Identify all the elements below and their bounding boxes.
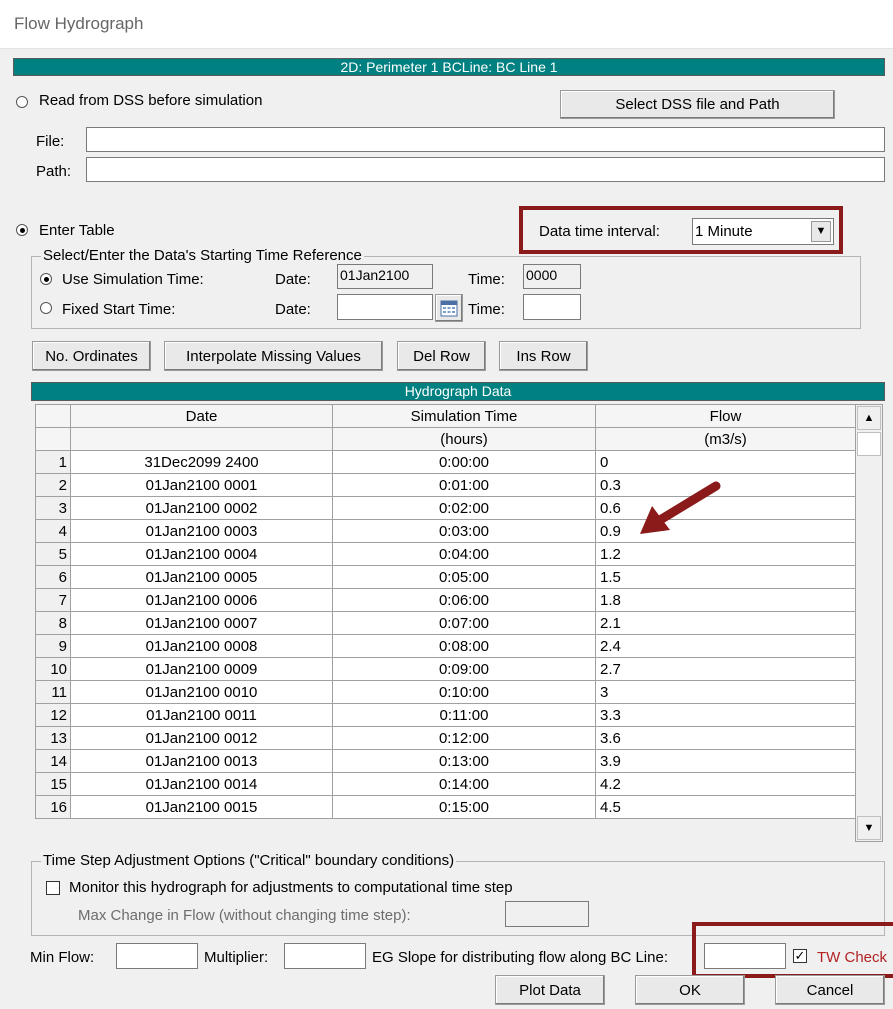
row-number-cell: 16 [36,796,71,819]
sim-date-input: 01Jan2100 [337,264,433,289]
table-row [36,451,856,474]
date-cell[interactable]: 01Jan2100 0005 [71,566,333,589]
del-row-button[interactable]: Del Row [397,341,486,371]
corner-cell [36,428,71,451]
start-ref-legend: Select/Enter the Data's Starting Time Reference [43,247,362,264]
date-column-header[interactable]: Date [71,405,333,428]
enter-table-label: Enter Table [39,222,115,239]
table-row [36,635,856,658]
sim-time-input: 0000 [523,264,581,289]
multiplier-input[interactable] [284,943,366,969]
table-row [36,727,856,750]
path-input[interactable] [86,157,885,182]
row-number-cell: 13 [36,727,71,750]
flow-cell[interactable]: 2.4 [596,635,856,658]
scroll-up-icon[interactable]: ▲ [857,406,881,430]
date-cell[interactable]: 01Jan2100 0004 [71,543,333,566]
flow-cell[interactable]: 3 [596,681,856,704]
use-sim-time-radio[interactable] [40,273,52,285]
table-row [36,796,856,819]
sim-time-cell: 0:13:00 [333,750,596,773]
flow-cell[interactable]: 3.9 [596,750,856,773]
row-number-cell: 8 [36,612,71,635]
fixed-time-input[interactable] [523,294,581,320]
flow-cell[interactable]: 1.8 [596,589,856,612]
table-row [36,612,856,635]
enter-table-radio[interactable] [16,224,28,236]
sim-time-cell: 0:12:00 [333,727,596,750]
ins-row-button[interactable]: Ins Row [499,341,588,371]
sim-time-cell: 0:04:00 [333,543,596,566]
interval-value: 1 Minute [695,223,753,240]
read-dss-label: Read from DSS before simulation [39,92,263,109]
table-row [36,589,856,612]
hydrograph-data-title: Hydrograph Data [31,382,885,401]
sim-time-cell: 0:11:00 [333,704,596,727]
date-cell[interactable]: 01Jan2100 0006 [71,589,333,612]
date-cell[interactable]: 01Jan2100 0007 [71,612,333,635]
dropdown-arrow-icon[interactable]: ▼ [811,221,831,242]
date-cell[interactable]: 01Jan2100 0014 [71,773,333,796]
table-row [36,520,856,543]
eg-slope-input[interactable] [704,943,786,969]
sim-time-cell: 0:02:00 [333,497,596,520]
flow-cell[interactable]: 2.1 [596,612,856,635]
fixed-time-label: Time: [468,301,505,318]
ok-button[interactable]: OK [635,975,745,1005]
timestep-legend: Time Step Adjustment Options ("Critical" boundary conditions) [43,852,455,869]
select-dss-button[interactable]: Select DSS file and Path [560,90,835,119]
date-cell[interactable]: 01Jan2100 0009 [71,658,333,681]
table-scrollbar[interactable] [855,404,883,842]
sim-time-column-header[interactable]: Simulation Time [333,405,596,428]
calendar-icon[interactable] [435,294,463,322]
table-header-row [36,405,856,428]
sim-time-cell: 0:07:00 [333,612,596,635]
bc-title-bar: 2D: Perimeter 1 BCLine: BC Line 1 [13,58,885,76]
interval-select[interactable] [692,218,834,245]
min-flow-label: Min Flow: [30,949,95,966]
sim-time-cell: 0:06:00 [333,589,596,612]
sim-time-cell: 0:00:00 [333,451,596,474]
date-cell[interactable]: 01Jan2100 0008 [71,635,333,658]
row-number-cell: 11 [36,681,71,704]
sim-time-cell: 0:03:00 [333,520,596,543]
flow-cell[interactable]: 0.3 [596,474,856,497]
fixed-date-label: Date: [275,301,311,318]
file-input[interactable] [86,127,885,152]
flow-unit: (m3/s) [596,428,856,451]
table-units-row [36,428,856,451]
row-number-cell: 5 [36,543,71,566]
tw-check-label: TW Check [817,949,888,966]
flow-cell[interactable]: 0.6 [596,497,856,520]
row-number-cell: 12 [36,704,71,727]
table-row [36,704,856,727]
date-cell[interactable]: 01Jan2100 0011 [71,704,333,727]
annotation-arrow-icon [630,478,730,540]
hydrograph-table [35,404,856,819]
file-label: File: [36,133,65,150]
row-number-cell: 1 [36,451,71,474]
table-row [36,773,856,796]
monitor-label: Monitor this hydrograph for adjustments to computational time step [69,879,513,896]
monitor-checkbox[interactable] [46,881,60,895]
row-number-cell: 4 [36,520,71,543]
max-change-label: Max Change in Flow (without changing time step): [78,907,411,924]
sim-time-cell: 0:10:00 [333,681,596,704]
path-label: Path: [36,163,72,180]
interpolate-button[interactable]: Interpolate Missing Values [164,341,383,371]
multiplier-label: Multiplier: [204,949,269,966]
date-cell[interactable]: 01Jan2100 0010 [71,681,333,704]
date-cell[interactable]: 01Jan2100 0013 [71,750,333,773]
row-number-cell: 9 [36,635,71,658]
scroll-thumb[interactable] [857,432,881,456]
flow-cell[interactable]: 1.2 [596,543,856,566]
sim-time-cell: 0:14:00 [333,773,596,796]
table-row [36,681,856,704]
date-cell[interactable]: 01Jan2100 0015 [71,796,333,819]
table-row [36,750,856,773]
table-row [36,658,856,681]
flow-cell[interactable]: 4.2 [596,773,856,796]
date-unit-cell [71,428,333,451]
sim-time-label: Time: [468,271,505,288]
row-number-cell: 15 [36,773,71,796]
use-sim-time-label: Use Simulation Time: [62,271,204,288]
flow-cell[interactable]: 3.3 [596,704,856,727]
min-flow-input[interactable] [116,943,198,969]
flow-cell[interactable]: 2.7 [596,658,856,681]
sim-date-label: Date: [275,271,311,288]
tw-check-checkbox[interactable]: ✓ [794,948,806,963]
sim-time-cell: 0:09:00 [333,658,596,681]
row-number-cell: 7 [36,589,71,612]
flow-cell[interactable]: 0.9 [596,520,856,543]
table-row [36,566,856,589]
flow-column-header[interactable]: Flow [596,405,856,428]
row-number-cell: 2 [36,474,71,497]
sim-time-cell: 0:05:00 [333,566,596,589]
eg-slope-label: EG Slope for distributing flow along BC Line: [372,949,668,966]
flow-cell[interactable]: 3.6 [596,727,856,750]
scroll-down-icon[interactable]: ▼ [857,816,881,840]
title-bar [0,0,893,49]
date-cell[interactable]: 01Jan2100 0001 [71,474,333,497]
table-row [36,497,856,520]
fixed-start-label: Fixed Start Time: [62,301,176,318]
flow-cell[interactable]: 1.5 [596,566,856,589]
fixed-start-radio[interactable] [40,302,52,314]
date-cell[interactable]: 01Jan2100 0012 [71,727,333,750]
no-ordinates-button[interactable]: No. Ordinates [32,341,151,371]
flow-cell[interactable]: 4.5 [596,796,856,819]
fixed-date-input[interactable] [337,294,433,320]
row-number-cell: 14 [36,750,71,773]
sim-time-cell: 0:15:00 [333,796,596,819]
max-change-input [505,901,589,927]
row-number-cell: 6 [36,566,71,589]
row-number-cell: 3 [36,497,71,520]
corner-cell [36,405,71,428]
interval-label: Data time interval: [539,223,660,240]
table-row [36,543,856,566]
row-number-cell: 10 [36,658,71,681]
flow-cell[interactable]: 0 [596,451,856,474]
cancel-button[interactable]: Cancel [775,975,885,1005]
table-row [36,474,856,497]
plot-data-button[interactable]: Plot Data [495,975,605,1005]
read-dss-radio[interactable] [16,96,28,108]
date-cell[interactable]: 01Jan2100 0002 [71,497,333,520]
date-cell[interactable]: 31Dec2099 2400 [71,451,333,474]
sim-time-cell: 0:08:00 [333,635,596,658]
window-title: Flow Hydrograph [14,14,144,33]
date-cell[interactable]: 01Jan2100 0003 [71,520,333,543]
sim-time-cell: 0:01:00 [333,474,596,497]
sim-time-unit: (hours) [333,428,596,451]
